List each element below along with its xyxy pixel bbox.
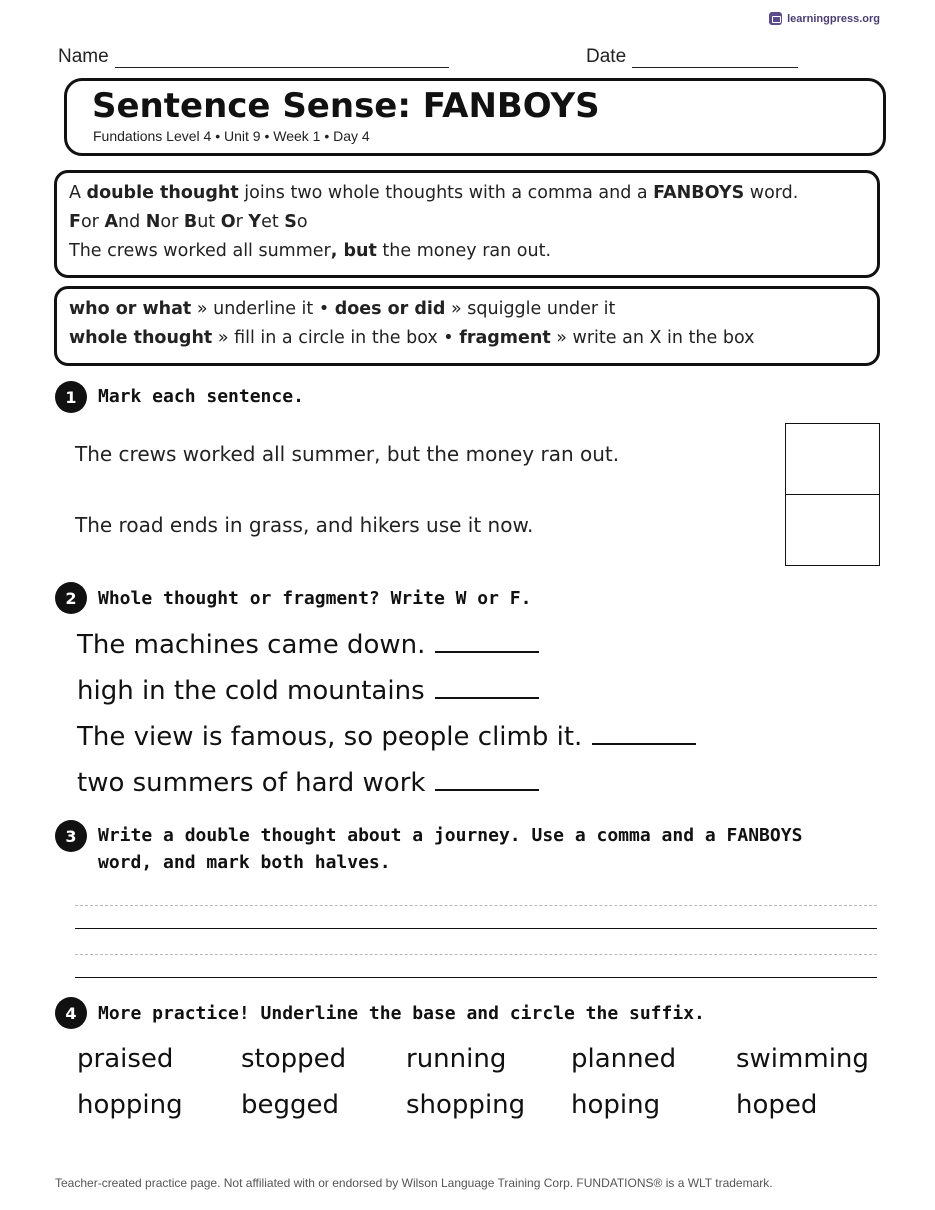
practice-word: running [406,1044,507,1074]
practice-word: hoping [571,1090,661,1120]
page-title: Sentence Sense: FANBOYS [92,86,600,126]
brand-logo [769,12,880,25]
section-4-badge: 4 [55,997,87,1029]
date-label: Date [586,46,627,67]
section-3-title-line-2: word, and mark both halves. [98,852,391,873]
writing-guide-line [75,905,877,906]
page-subtitle: Fundations Level 4 • Unit 9 • Week 1 • Day 4 [93,128,370,144]
section-2-item-text: high in the cold mountains [77,676,425,706]
section-1-sentence-2: The road ends in grass, and hikers use it now. [75,513,534,537]
date-blank[interactable] [632,49,798,68]
book-icon [769,12,782,25]
section-1-badge: 1 [55,381,87,413]
name-label: Name [58,46,109,67]
writing-base-line[interactable] [75,977,877,978]
writing-base-line[interactable] [75,928,877,929]
practice-word: shopping [406,1090,526,1120]
answer-box-2[interactable] [785,494,880,566]
term-fanboys: FANBOYS [653,183,745,203]
footer-disclaimer: Teacher-created practice page. Not affiliated with or endorsed by Wilson Language Training Corp. FUNDATIONS® is a WLT trademark. [55,1176,773,1190]
section-1-sentence-1: The crews worked all summer, but the money ran out. [75,442,620,466]
rule-line-definition: A double thought joins two whole thoughts with a comma and a FANBOYS word. [69,183,799,203]
section-2-item [77,629,539,660]
practice-word: stopped [241,1044,347,1074]
name-field[interactable] [58,46,449,68]
section-3-badge: 3 [55,820,87,852]
practice-word: swimming [736,1044,869,1074]
section-2-item-text: The machines came down. [77,630,426,660]
section-2-title: Whole thought or fragment? Write W or F. [98,588,532,609]
rule-line-marking-2: whole thought » fill in a circle in the box • fragment » write an X in the box [69,328,755,348]
rule-box-marking [54,286,880,366]
practice-word: hopping [77,1090,183,1120]
section-2-item [77,767,539,798]
writing-guide-line [75,954,877,955]
rule-line-example: The crews worked all summer, but the money ran out. [69,241,552,261]
brand-label: learningpress.org [787,12,880,25]
section-4-title: More practice! Underline the base and circle the suffix. [98,1003,705,1024]
section-1-title: Mark each sentence. [98,386,304,407]
section-2-item-text: two summers of hard work [77,768,426,798]
date-field[interactable] [586,46,798,68]
answer-blank[interactable] [435,629,539,653]
section-2-item [77,721,696,752]
answer-blank[interactable] [592,721,696,745]
section-3-title-line-1: Write a double thought about a journey. Use a comma and a FANBOYS [98,825,803,846]
section-2-item [77,675,539,706]
rule-line-marking-1: who or what » underline it • does or did » squiggle under it [69,299,616,319]
section-2-badge: 2 [55,582,87,614]
answer-box-1[interactable] [785,423,880,495]
section-2-item-text: The view is famous, so people climb it. [77,722,583,752]
term-double-thought: double thought [86,183,239,203]
name-blank[interactable] [115,49,449,68]
practice-word: hoped [736,1090,818,1120]
rule-line-fanboys-words: For And Nor But Or Yet So [69,212,308,232]
practice-word: praised [77,1044,174,1074]
answer-blank[interactable] [435,675,539,699]
practice-word: planned [571,1044,677,1074]
answer-blank[interactable] [435,767,539,791]
practice-word: begged [241,1090,340,1120]
